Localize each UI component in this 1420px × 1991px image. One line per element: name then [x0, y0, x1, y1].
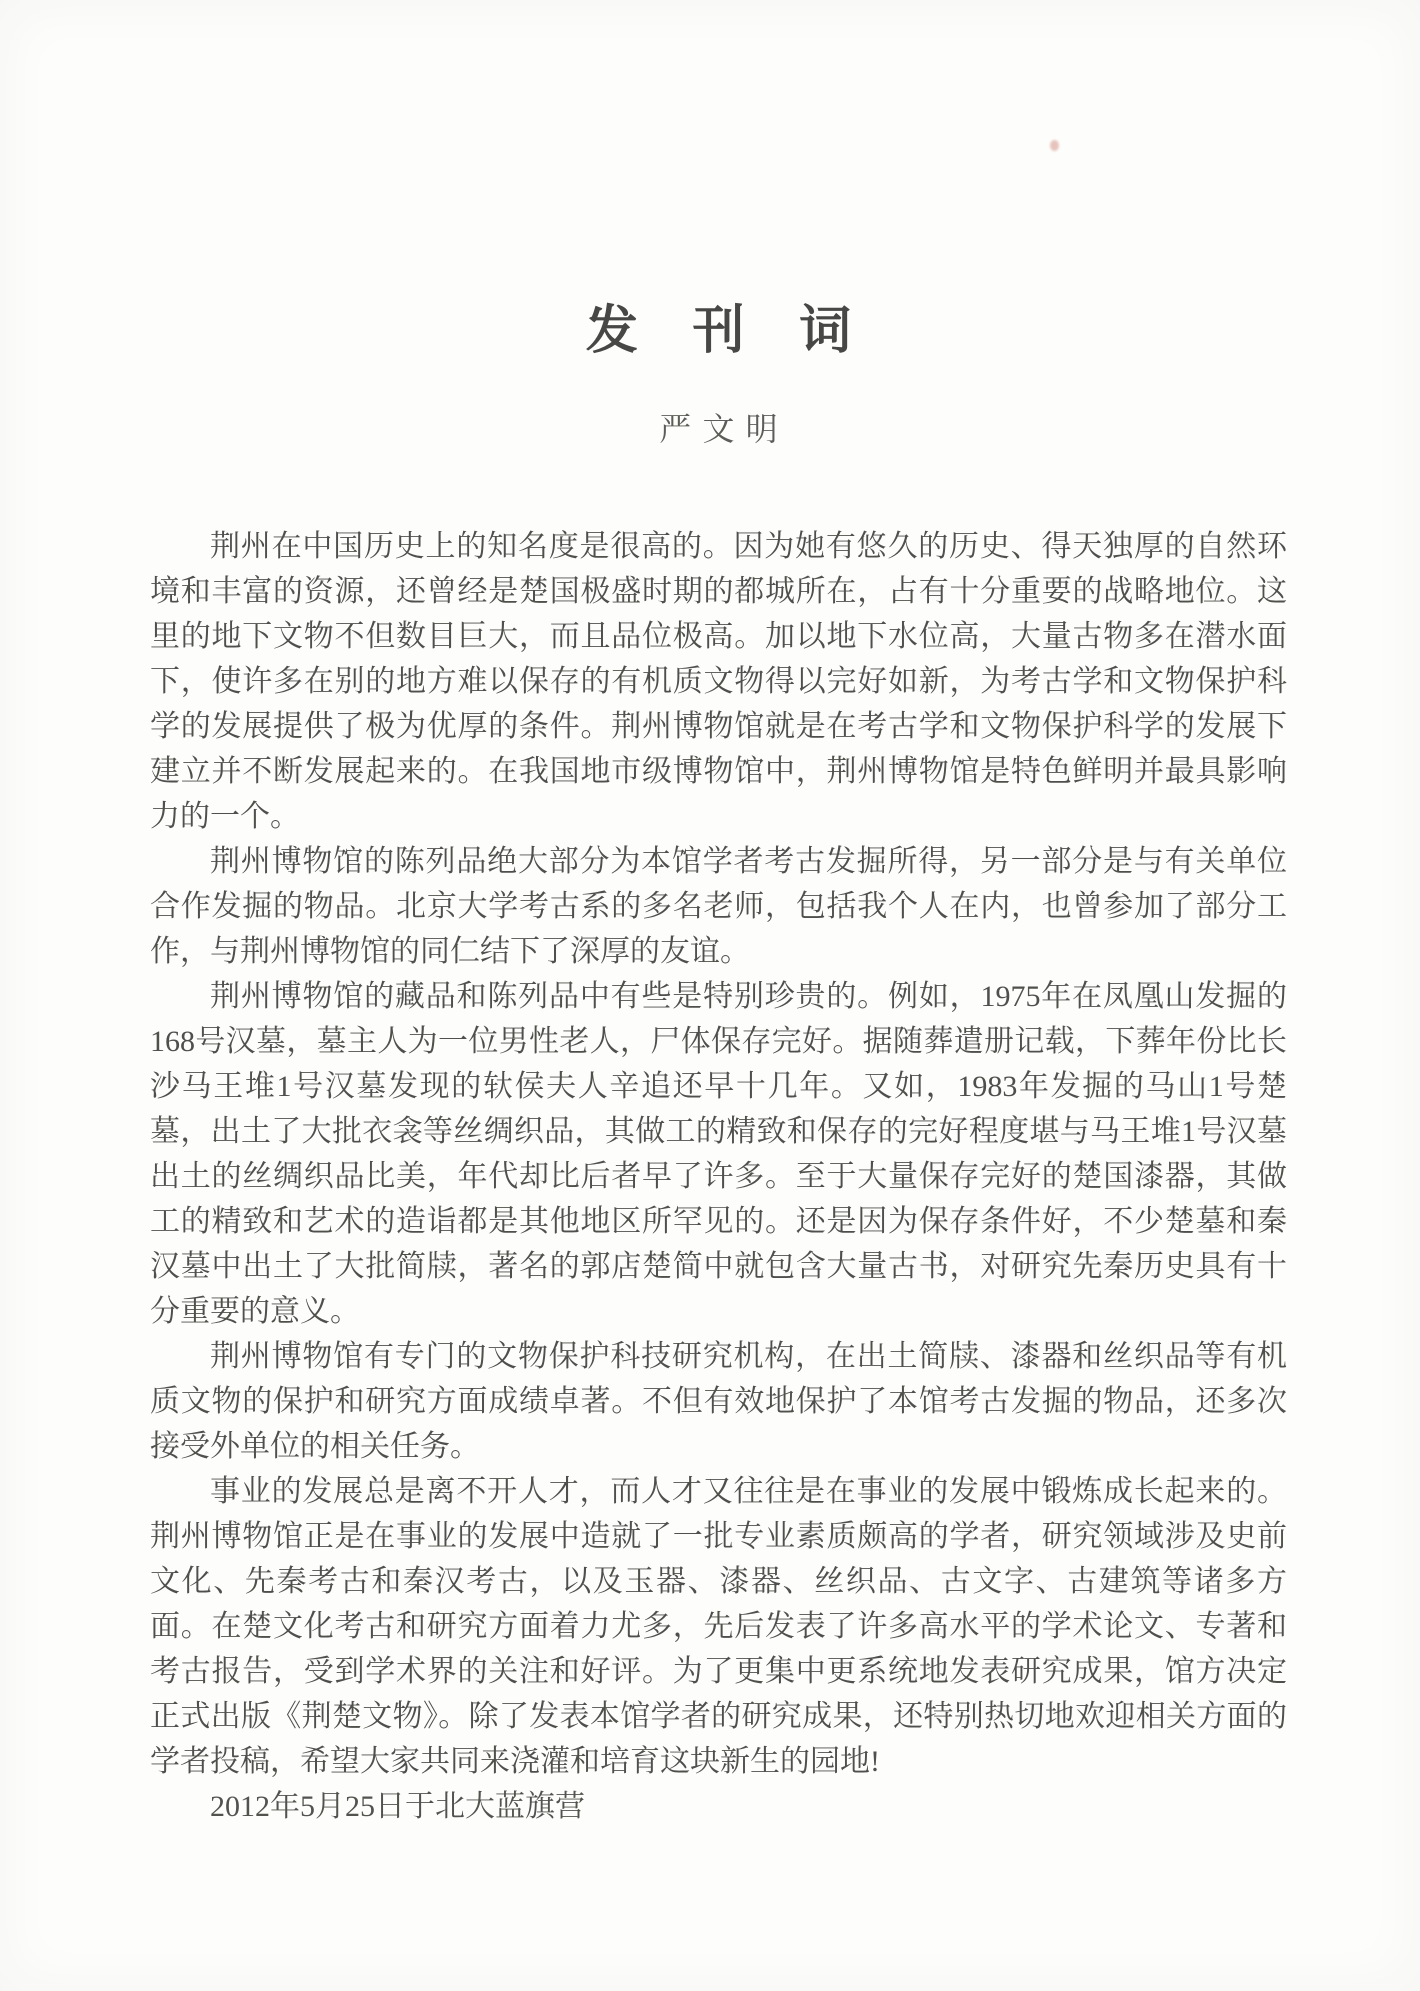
page-title: 发刊词 [585, 303, 906, 360]
paragraph: 荆州博物馆有专门的文物保护科技研究机构，在出土简牍、漆器和丝织品等有机质文物的保护和研究方面成绩卓著。不但有效地保护了本馆考古发掘的物品，还多次接受外单位的相关任务。 [150, 1340, 1287, 1463]
dateline: 2012年5月25日于北大蓝旗营 [210, 1790, 585, 1823]
paragraph: 事业的发展总是离不开人才，而人才又往往是在事业的发展中锻炼成长起来的。荆州博物馆正是在事业的发展中造就了一批专业素质颇高的学者，研究领域涉及史前文化、先秦考古和秦汉考古，以及玉器、漆器、丝织品、古文字、古建筑等诸多方面。在楚文化考古和研究方面着力尤多，先后发表了许多高水平的学术论文、专著和考古报告，受到学术界的关注和好评。为了更集中更系统地发表研究成果，馆方决定正式出版《荆楚文物》。除了发表本馆学者的研究成果，还特别热切地欢迎相关方面的学者投稿，希望大家共同来浇灌和培育这块新生的园地! [150, 1475, 1287, 1778]
body-text [150, 524, 1287, 1829]
author-name: 严文明 [659, 411, 789, 447]
paragraph: 荆州博物馆的陈列品绝大部分为本馆学者考古发掘所得，另一部分是与有关单位合作发掘的物品。北京大学考古系的多名老师，包括我个人在内，也曾参加了部分工作，与荆州博物馆的同仁结下了深厚的友谊。 [150, 845, 1287, 968]
scan-artifact-speck [1050, 140, 1059, 151]
paragraph: 荆州在中国历史上的知名度是很高的。因为她有悠久的历史、得天独厚的自然环境和丰富的资源，还曾经是楚国极盛时期的都城所在，占有十分重要的战略地位。这里的地下文物不但数目巨大，而且品位极高。加以地下水位高，大量古物多在潜水面下，使许多在别的地方难以保存的有机质文物得以完好如新，为考古学和文物保护科学的发展提供了极为优厚的条件。荆州博物馆就是在考古学和文物保护科学的发展下建立并不断发展起来的。在我国地市级博物馆中，荆州博物馆是特色鲜明并最具影响力的一个。 [150, 530, 1287, 833]
paragraph: 荆州博物馆的藏品和陈列品中有些是特别珍贵的。例如，1975年在凤凰山发掘的168号汉墓，墓主人为一位男性老人，尸体保存完好。据随葬遣册记载，下葬年份比长沙马王堆1号汉墓发现的轪侯夫人辛追还早十几年。又如，1983年发掘的马山1号楚墓，出土了大批衣衾等丝绸织品，其做工的精致和保存的完好程度堪与马王堆1号汉墓出土的丝绸织品比美，年代却比后者早了许多。至于大量保存完好的楚国漆器，其做工的精致和艺术的造诣都是其他地区所罕见的。还是因为保存条件好，不少楚墓和秦汉墓中出土了大批简牍，著名的郭店楚简中就包含大量古书，对研究先秦历史具有十分重要的意义。 [150, 980, 1287, 1328]
